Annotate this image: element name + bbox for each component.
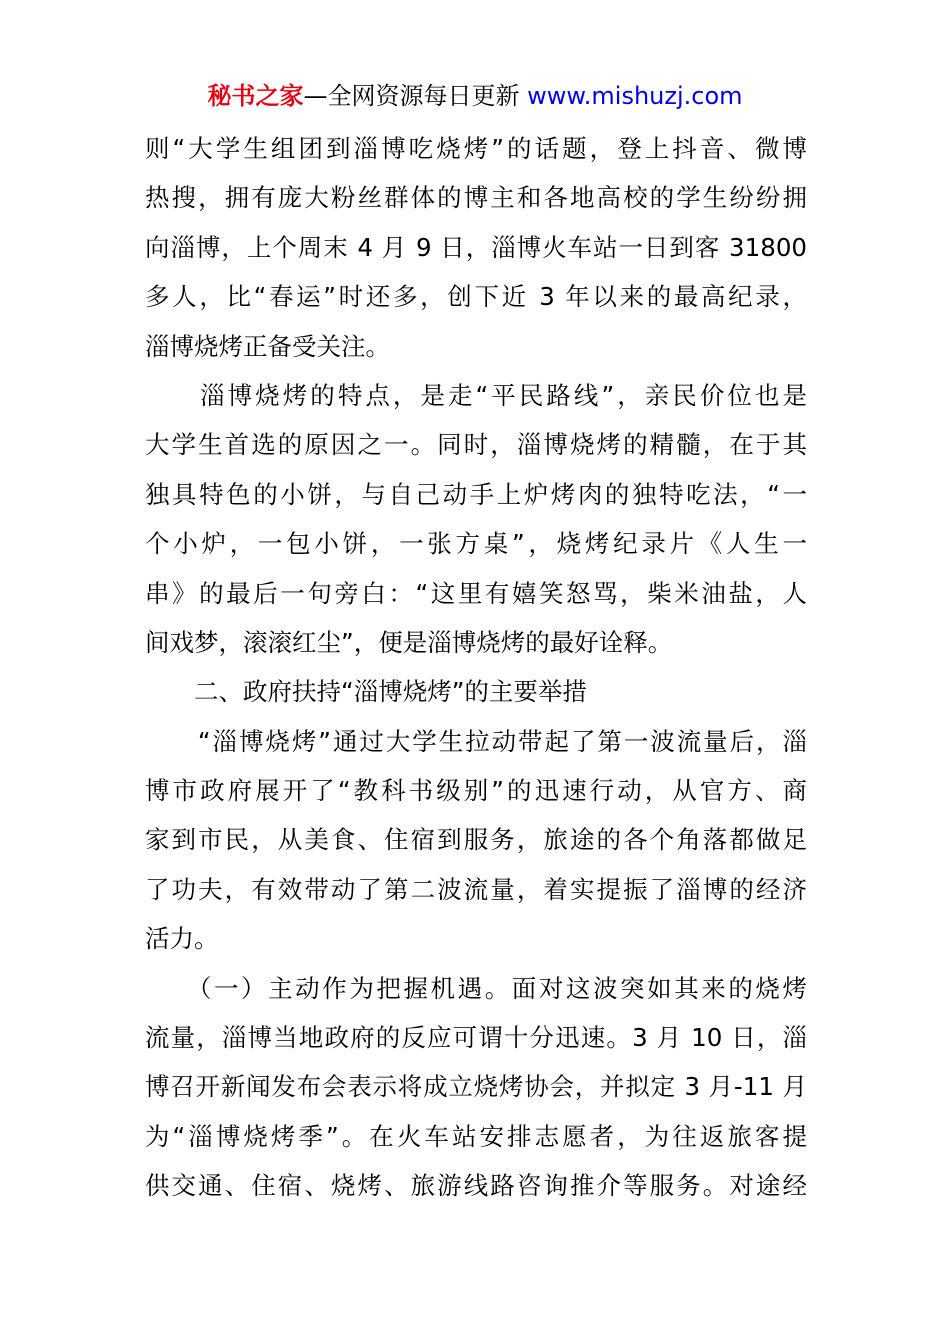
site-url-link[interactable]: www.mishuzj.com — [527, 82, 743, 110]
text-line: 博市政府展开了“教科书级别”的迅速行动，从官方、商 — [145, 776, 807, 806]
text-line: 了功夫，有效带动了第二波流量，着实提振了淄博的经济 — [145, 874, 807, 904]
page-header — [0, 80, 950, 112]
text-line: 活力。 — [145, 924, 219, 954]
section-heading: 二、政府扶持“淄博烧烤”的主要举措 — [145, 677, 587, 707]
text-line: 家到市民，从美食、住宿到服务，旅途的各个角落都做足 — [145, 825, 807, 855]
text-line: 多人，比“春运”时还多，创下近 3 年以来的最高纪录， — [145, 282, 807, 312]
text-line: （一）主动作为把握机遇。面对这波突如其来的烧烤 — [145, 973, 807, 1003]
text-line: 串》的最后一句旁白：“这里有嬉笑怒骂，柴米油盐，人 — [145, 578, 807, 608]
document-body — [145, 124, 807, 1211]
text-line: 向淄博，上个周末 4 月 9 日，淄博火车站一日到客 31800 — [145, 232, 807, 262]
text-line: 独具特色的小饼，与自己动手上炉烤肉的独特吃法，“一 — [145, 479, 807, 509]
text-line: 淄博烧烤正备受关注。 — [145, 331, 390, 361]
text-line: 博召开新闻发布会表示将成立烧烤协会，并拟定 3 月-11 月 — [145, 1072, 807, 1102]
text-line: 为“淄博烧烤季”。在火车站安排志愿者，为往返旅客提 — [145, 1121, 807, 1151]
header-tagline: —全网资源每日更新 — [303, 82, 528, 110]
text-line: 间戏梦，滚滚红尘”，便是淄博烧烤的最好诠释。 — [145, 627, 673, 657]
brand-name: 秘书之家 — [207, 82, 304, 110]
text-line: “淄博烧烤”通过大学生拉动带起了第一波流量后，淄 — [145, 726, 807, 756]
text-line: 流量，淄博当地政府的反应可谓十分迅速。3 月 10 日，淄 — [145, 1023, 807, 1053]
text-line: 淄博烧烤的特点，是走“平民路线”，亲民价位也是 — [145, 380, 807, 410]
text-line: 个小炉，一包小饼，一张方桌”，烧烤纪录片《人生一 — [145, 529, 807, 559]
text-line: 热搜，拥有庞大粉丝群体的博主和各地高校的学生纷纷拥 — [145, 183, 807, 213]
text-line: 供交通、住宿、烧烤、旅游线路咨询推介等服务。对途经 — [145, 1171, 807, 1201]
text-line: 则“大学生组团到淄博吃烧烤”的话题，登上抖音、微博 — [145, 134, 807, 163]
text-line: 大学生首选的原因之一。同时，淄博烧烤的精髓，在于其 — [145, 430, 807, 460]
